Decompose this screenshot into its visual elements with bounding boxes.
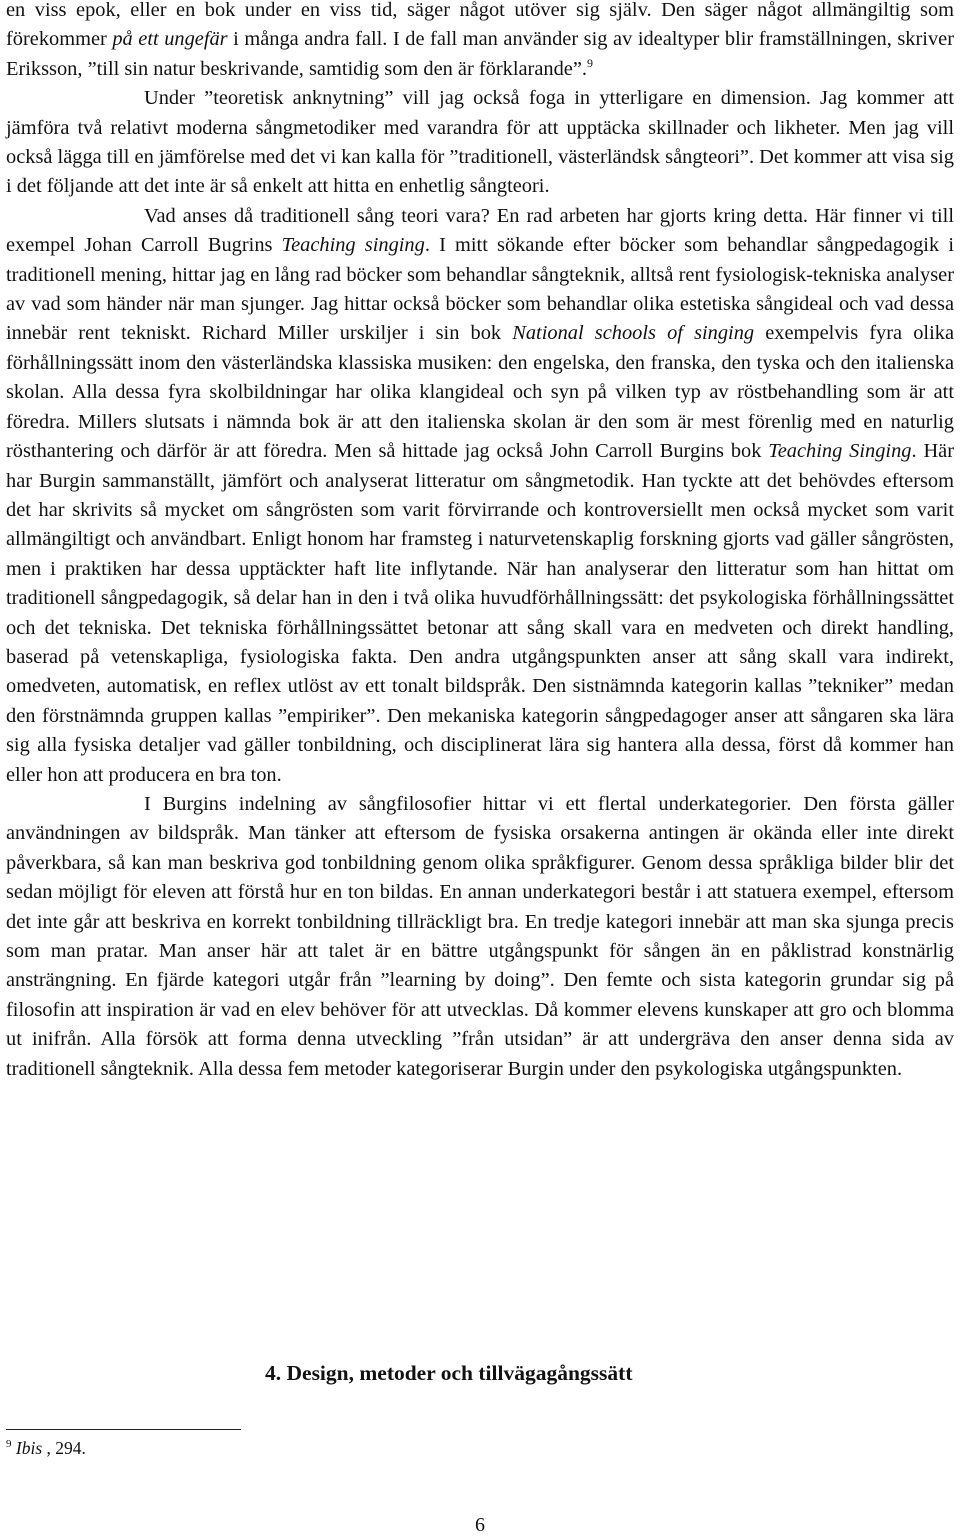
footnote bbox=[6, 1436, 86, 1460]
paragraph-text: exempelvis fyra olika förhållningssätt inom den västerländska klassiska musiken: den engelska, den franska, den tyska och den italienska skolan. Alla dessa fyra skolbildningar har olika klangideal och syn på vilken typ av röstbehandling som är att föredra. Millers slutsats i nämnda bok är att den italienska skolan är den som är mest förenlig med en naturlig rösthantering och därför är att föredra. Men så hittade jag också John Carroll Burgins bok bbox=[6, 322, 954, 463]
body-text bbox=[6, 0, 954, 1084]
footnote-divider bbox=[6, 1429, 241, 1430]
paragraph bbox=[6, 0, 954, 84]
paragraph-text: Under ”teoretisk anknytning” vill jag också foga in ytterligare en dimension. Jag kommer att jämföra två relativt moderna sångmetodiker med varandra för att upptäcka skillnader och likheter. Men jag vill också lägga till en jämförelse med det vi kan kalla för ”traditionell, västerländsk sångteori”. Det kommer att visa sig i det följande att det inte är så enkelt att hitta en enhetlig sångteori. bbox=[6, 87, 954, 198]
footnote-number: 9 bbox=[6, 1438, 12, 1451]
italic-title: National schools of singing bbox=[512, 322, 755, 345]
paragraph-text: . Här har Burgin sammanställt, jämfört och analyserat litteratur om sångmetodik. Han tyckte att det behövdes eftersom det har skrivits så mycket om sångrösten som varit förvirrande och kontroversiellt men också mycket som varit allmängiltigt och användbart. Enligt honom har framsteg i naturvetenskaplig forskning gjorts vad gäller sångrösten, men i praktiken har dessa upptäckter haft lite inflytande. När han analyserar den litteratur som han hittat om traditionell sångpedagogik, så delar han in den i två olika huvudförhållningssätt: det psykologiska förhållningssättet och det tekniska. Det tekniska förhållningssättet betonar att sång skall vara en medveten och direkt handling, baserad på vetenskapliga, fysiologiska fakta. Den andra utgångspunkten anser att sång skall vara indirekt, omedveten, automatisk, en reflex utlöst av ett tonalt bildspråk. Den sistnämnda kategorin kallas ”tekniker” medan den förstnämnda gruppen kallas ”empiriker”. Den mekaniska kategorin sångpedagoger anser att sångaren ska lära sig alla fysiska detaljer vad gäller tonbildning, och disciplinerat lära sig hantera alla dessa, först då kommer han eller hon att producera en bra ton. bbox=[6, 440, 955, 786]
paragraph bbox=[6, 84, 954, 202]
italic-title: Teaching Singing bbox=[768, 440, 912, 463]
paragraph-text: en viss epok, eller en bok under en viss tid, säger något utöver sig själv. Den säger något allmängiltig som förekommer bbox=[6, 0, 954, 51]
footnote-text: , 294. bbox=[42, 1438, 86, 1458]
paragraph-text: i många andra fall. I de fall man använder sig av idealtyper blir framställningen, skriver Eriksson, ”till sin natur beskrivande, samtidig som den är förklarande”. bbox=[6, 28, 954, 80]
paragraph-text: . I mitt sökande efter böcker som behandlar sångpedagogik i traditionell mening, hittar jag en lång rad böcker som behandlar sångteknik, alltså rent fysiologisk-tekniska analyser av vad som händer när man sjunger. Jag hittar också böcker som behandlar olika estetiska sångideal och vad dessa innebär rent tekniskt. Richard Miller urskiljer i sin bok bbox=[6, 234, 954, 345]
paragraph bbox=[6, 790, 954, 1084]
italic-title: på ett ungefär bbox=[112, 28, 228, 51]
paragraph bbox=[6, 202, 954, 790]
page-number: 6 bbox=[475, 1514, 485, 1536]
section-heading: 4. Design, metoder och tillvägagångssätt bbox=[265, 1361, 633, 1385]
footnote-source: Ibis bbox=[15, 1438, 43, 1458]
footnote-reference: 9 bbox=[586, 56, 593, 71]
page-body bbox=[6, 0, 954, 1084]
paragraph-text: Vad anses då traditionell sång teori vara? En rad arbeten har gjorts kring detta. Här finner vi till exempel Johan Carroll Bugrins bbox=[6, 204, 954, 257]
paragraph-text: I Burgins indelning av sångfilosofier hittar vi ett flertal underkategorier. Den första gäller användningen av bildspråk. Man tänker att eftersom de fysiska orsakerna antingen är okända eller inte direkt påverkbara, så kan man beskriva god tonbildning genom olika språkfigurer. Genom dessa språkliga bilder blir det sedan möjligt för eleven att förstå hur en ton bildas. En annan underkategori består i att statuera exempel, eftersom det inte går att beskriva en korrekt tonbildning tillräckligt bra. En tredje kategori innebär att man ska sjunga precis som man pratar. Man anser här att talet är en bättre utgångspunkt för sången än en påklistrad konstnärlig ansträngning. En fjärde kategori utgår från ”learning by doing”. Den femte och sista kategorin grundar sig på filosofin att inspiration är vad en elev behöver för att utvecklas. Då kommer elevens kunskaper att gro och blomma ut inifrån. Alla försök att forma denna utveckling ”från utsidan” är att undergräva den anser denna sida av traditionell sångteknik. Alla dessa fem metoder kategoriserar Burgin under den psykologiska utgångspunkten. bbox=[6, 792, 954, 1080]
italic-title: Teaching singing bbox=[281, 234, 425, 257]
